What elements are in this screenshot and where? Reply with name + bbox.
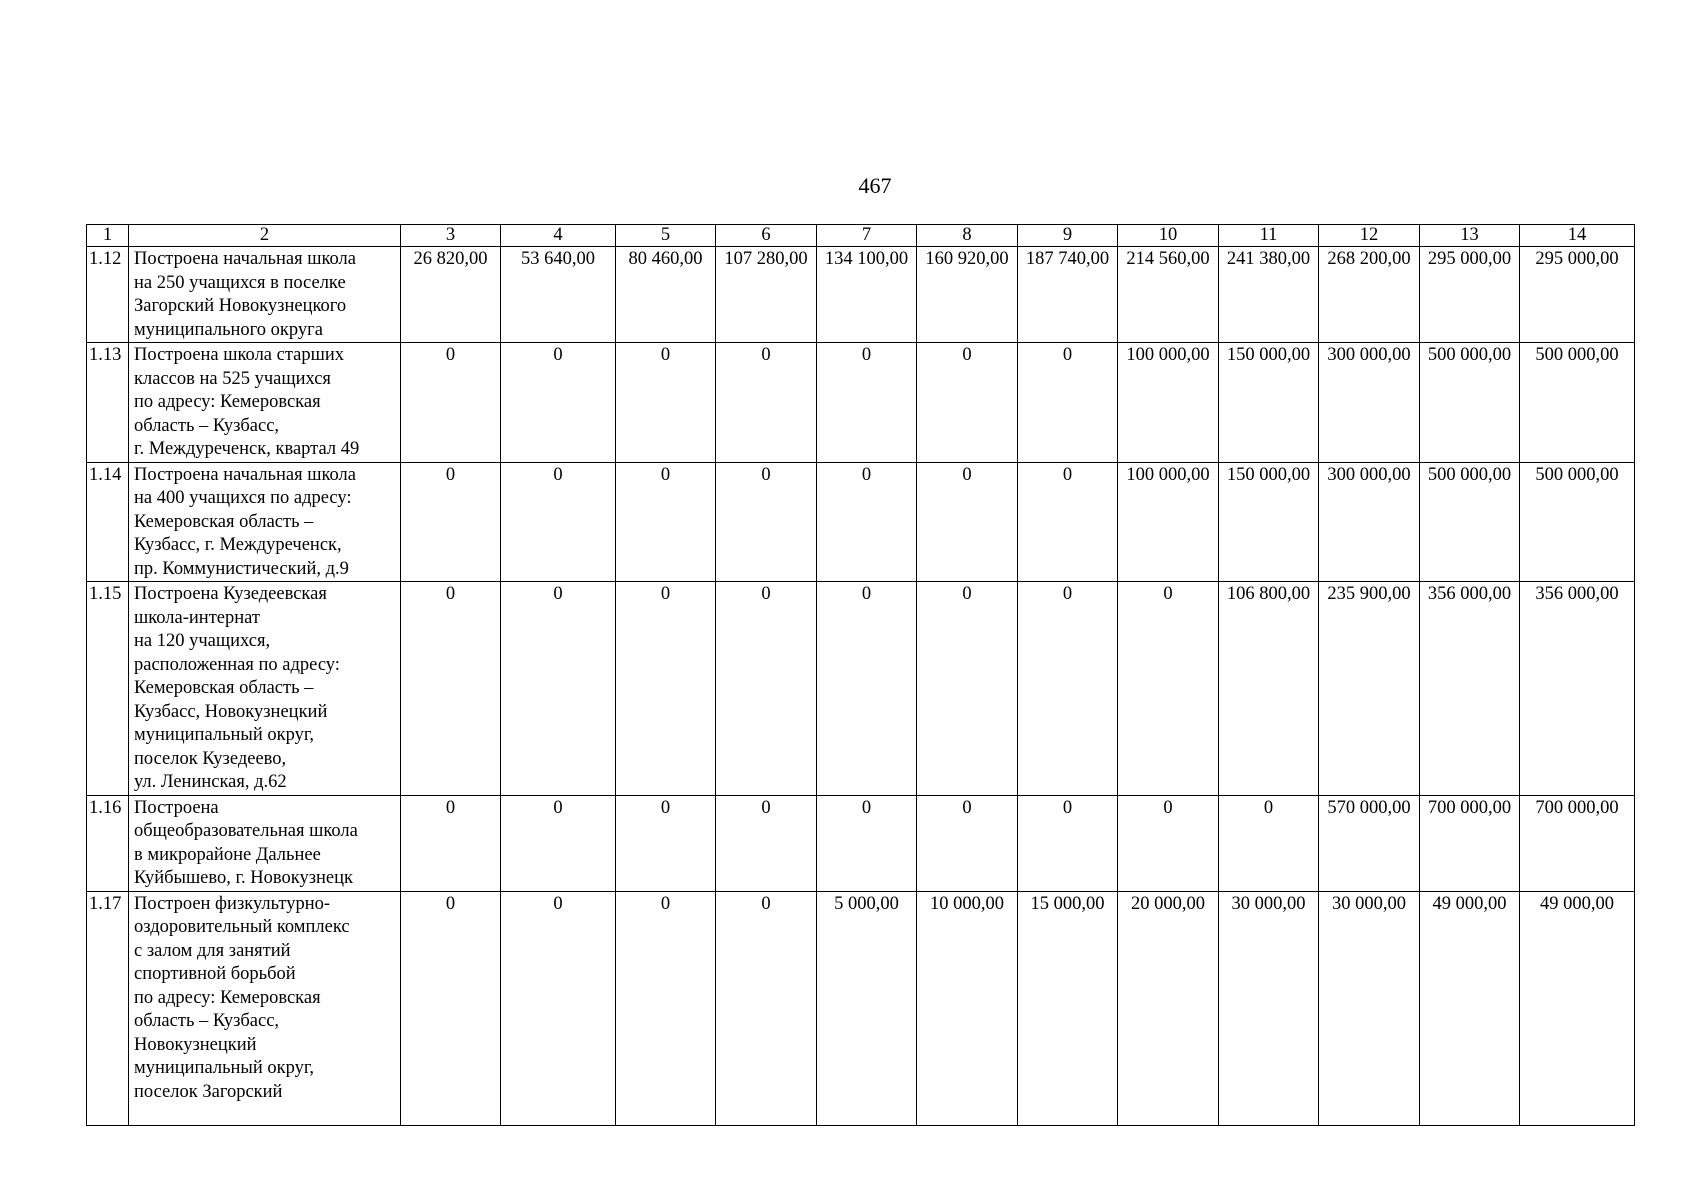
value-cell: 0 bbox=[917, 343, 1018, 463]
column-header: 13 bbox=[1420, 225, 1520, 247]
value-cell: 53 640,00 bbox=[501, 247, 616, 343]
value-cell: 700 000,00 bbox=[1520, 795, 1635, 891]
row-number: 1.16 bbox=[87, 795, 129, 891]
row-number: 1.12 bbox=[87, 247, 129, 343]
value-cell: 0 bbox=[817, 582, 917, 796]
value-cell: 356 000,00 bbox=[1420, 582, 1520, 796]
row-number: 1.13 bbox=[87, 343, 129, 463]
value-cell: 0 bbox=[501, 795, 616, 891]
value-cell: 0 bbox=[917, 582, 1018, 796]
value-cell: 0 bbox=[501, 582, 616, 796]
row-description: Построена начальная школа на 250 учащихся в поселке Загорский Новокузнецкого муниципального округа bbox=[129, 247, 401, 343]
value-cell: 700 000,00 bbox=[1420, 795, 1520, 891]
value-cell: 356 000,00 bbox=[1520, 582, 1635, 796]
column-header: 5 bbox=[616, 225, 716, 247]
table-row bbox=[87, 795, 1635, 891]
table-row bbox=[87, 582, 1635, 796]
value-cell: 150 000,00 bbox=[1219, 343, 1319, 463]
column-header: 1 bbox=[87, 225, 129, 247]
value-cell: 0 bbox=[1018, 343, 1118, 463]
row-description: Построена общеобразовательная школа в микрорайоне Дальнее Куйбышево, г. Новокузнецк bbox=[129, 795, 401, 891]
value-cell: 20 000,00 bbox=[1118, 891, 1219, 1125]
table-row bbox=[87, 891, 1635, 1125]
row-description: Построена Кузедеевская школа-интернат на 120 учащихся, расположенная по адресу: Кемеровская область – Кузбасс, Новокузнецкий муниципальный округ, поселок Кузедеево, ул. Ленинская, д.62 bbox=[129, 582, 401, 796]
value-cell: 100 000,00 bbox=[1118, 343, 1219, 463]
value-cell: 241 380,00 bbox=[1219, 247, 1319, 343]
value-cell: 0 bbox=[817, 343, 917, 463]
value-cell: 0 bbox=[501, 343, 616, 463]
value-cell: 0 bbox=[616, 462, 716, 582]
value-cell: 10 000,00 bbox=[917, 891, 1018, 1125]
value-cell: 187 740,00 bbox=[1018, 247, 1118, 343]
column-header: 14 bbox=[1520, 225, 1635, 247]
value-cell: 49 000,00 bbox=[1420, 891, 1520, 1125]
value-cell: 295 000,00 bbox=[1520, 247, 1635, 343]
column-header: 12 bbox=[1319, 225, 1420, 247]
value-cell: 0 bbox=[716, 343, 817, 463]
column-header: 2 bbox=[129, 225, 401, 247]
value-cell: 235 900,00 bbox=[1319, 582, 1420, 796]
value-cell: 0 bbox=[501, 891, 616, 1125]
table-row bbox=[87, 462, 1635, 582]
value-cell: 0 bbox=[917, 462, 1018, 582]
value-cell: 0 bbox=[501, 462, 616, 582]
value-cell: 0 bbox=[817, 462, 917, 582]
column-header: 11 bbox=[1219, 225, 1319, 247]
value-cell: 5 000,00 bbox=[817, 891, 917, 1125]
value-cell: 500 000,00 bbox=[1420, 343, 1520, 463]
value-cell: 0 bbox=[716, 795, 817, 891]
value-cell: 0 bbox=[401, 462, 501, 582]
row-number: 1.14 bbox=[87, 462, 129, 582]
value-cell: 0 bbox=[1018, 582, 1118, 796]
row-description: Построен физкультурно- оздоровительный комплекс с залом для занятий спортивной борьбой по адресу: Кемеровская область – Кузбасс, Новокузнецкий муниципальный округ, поселок Загорский bbox=[129, 891, 401, 1125]
value-cell: 0 bbox=[401, 891, 501, 1125]
value-cell: 0 bbox=[401, 795, 501, 891]
value-cell: 80 460,00 bbox=[616, 247, 716, 343]
table-row bbox=[87, 247, 1635, 343]
value-cell: 500 000,00 bbox=[1520, 343, 1635, 463]
value-cell: 0 bbox=[401, 582, 501, 796]
value-cell: 214 560,00 bbox=[1118, 247, 1219, 343]
table-row bbox=[87, 343, 1635, 463]
value-cell: 0 bbox=[401, 343, 501, 463]
column-header: 4 bbox=[501, 225, 616, 247]
value-cell: 106 800,00 bbox=[1219, 582, 1319, 796]
header-row bbox=[87, 225, 1635, 247]
value-cell: 150 000,00 bbox=[1219, 462, 1319, 582]
value-cell: 0 bbox=[1018, 795, 1118, 891]
value-cell: 0 bbox=[716, 891, 817, 1125]
value-cell: 500 000,00 bbox=[1420, 462, 1520, 582]
value-cell: 134 100,00 bbox=[817, 247, 917, 343]
row-number: 1.17 bbox=[87, 891, 129, 1125]
data-table bbox=[86, 224, 1635, 1126]
value-cell: 570 000,00 bbox=[1319, 795, 1420, 891]
value-cell: 0 bbox=[716, 462, 817, 582]
value-cell: 0 bbox=[1118, 795, 1219, 891]
value-cell: 295 000,00 bbox=[1420, 247, 1520, 343]
value-cell: 0 bbox=[1018, 462, 1118, 582]
row-description: Построена школа старших классов на 525 учащихся по адресу: Кемеровская область – Кузбасс, г. Междуреченск, квартал 49 bbox=[129, 343, 401, 463]
value-cell: 15 000,00 bbox=[1018, 891, 1118, 1125]
row-description: Построена начальная школа на 400 учащихся по адресу: Кемеровская область – Кузбасс, г. Междуреченск, пр. Коммунистический, д.9 bbox=[129, 462, 401, 582]
row-number: 1.15 bbox=[87, 582, 129, 796]
value-cell: 107 280,00 bbox=[716, 247, 817, 343]
column-header: 3 bbox=[401, 225, 501, 247]
value-cell: 300 000,00 bbox=[1319, 343, 1420, 463]
value-cell: 0 bbox=[616, 582, 716, 796]
page-number: 467 bbox=[858, 173, 892, 198]
value-cell: 160 920,00 bbox=[917, 247, 1018, 343]
value-cell: 49 000,00 bbox=[1520, 891, 1635, 1125]
value-cell: 0 bbox=[817, 795, 917, 891]
column-header: 6 bbox=[716, 225, 817, 247]
value-cell: 500 000,00 bbox=[1520, 462, 1635, 582]
column-header: 8 bbox=[917, 225, 1018, 247]
value-cell: 0 bbox=[616, 891, 716, 1125]
value-cell: 0 bbox=[917, 795, 1018, 891]
value-cell: 0 bbox=[716, 582, 817, 796]
value-cell: 0 bbox=[616, 343, 716, 463]
column-header: 7 bbox=[817, 225, 917, 247]
column-header: 9 bbox=[1018, 225, 1118, 247]
value-cell: 100 000,00 bbox=[1118, 462, 1219, 582]
column-header: 10 bbox=[1118, 225, 1219, 247]
value-cell: 300 000,00 bbox=[1319, 462, 1420, 582]
value-cell: 0 bbox=[616, 795, 716, 891]
value-cell: 30 000,00 bbox=[1219, 891, 1319, 1125]
value-cell: 0 bbox=[1219, 795, 1319, 891]
value-cell: 0 bbox=[1118, 582, 1219, 796]
value-cell: 30 000,00 bbox=[1319, 891, 1420, 1125]
value-cell: 268 200,00 bbox=[1319, 247, 1420, 343]
value-cell: 26 820,00 bbox=[401, 247, 501, 343]
